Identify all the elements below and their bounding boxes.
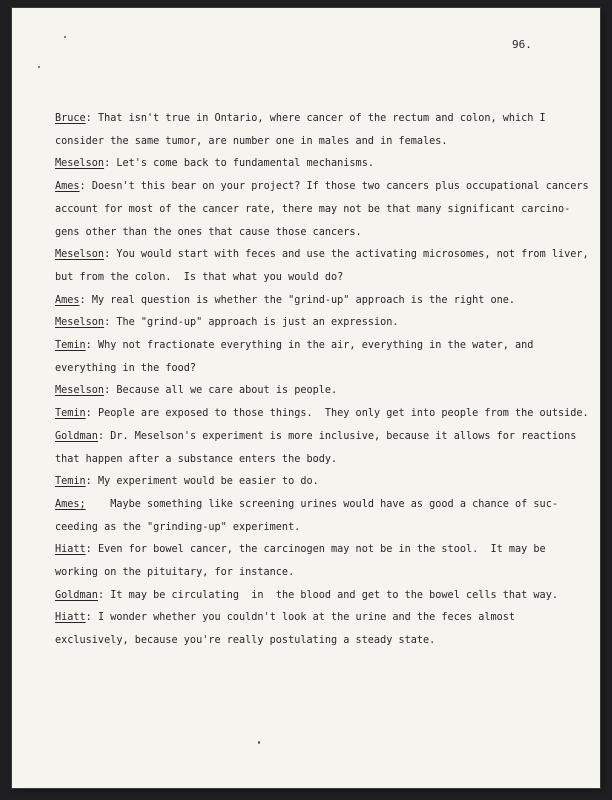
speaker-name: Ames xyxy=(55,294,80,306)
speaker-separator: : xyxy=(85,544,98,556)
transcript-line xyxy=(55,471,565,494)
transcript-line xyxy=(55,426,577,449)
line-text: Because all we care about is people. xyxy=(116,385,338,397)
line-text: Doesn't this bear on your project? If those two cancers plus occupational cancers xyxy=(91,181,589,193)
speaker-name: Ames; xyxy=(55,498,86,510)
transcript-entry xyxy=(55,585,565,608)
line-text: That isn't true in Ontario, where cancer of the rectum and colon, which I xyxy=(97,113,546,124)
line-text: Even for bowel cancer, the carcinogen may not be in the stool. It may be xyxy=(97,544,546,556)
transcript-entry xyxy=(55,290,565,313)
speaker-separator: : xyxy=(104,249,117,261)
transcript-line xyxy=(55,335,565,358)
speaker-name: Temin xyxy=(55,340,86,352)
speaker-name: Meselson xyxy=(55,249,105,261)
transcript-line xyxy=(55,449,565,472)
transcript-entry xyxy=(55,426,577,471)
transcript-line xyxy=(55,539,565,562)
transcript-line xyxy=(55,290,565,313)
line-text: I wonder whether you couldn't look at the urine and the feces almost xyxy=(97,612,516,624)
speaker-name: Hiatt xyxy=(55,612,86,624)
transcript-line xyxy=(55,199,571,222)
speaker-separator: : xyxy=(85,340,98,352)
transcript-entry xyxy=(55,312,565,335)
speaker-separator: : xyxy=(97,430,111,442)
transcript-line xyxy=(55,380,565,403)
line-text: that happen after a substance enters the body. xyxy=(55,453,338,465)
transcript-line xyxy=(55,153,565,176)
dust-speck xyxy=(64,36,66,38)
dust-speck xyxy=(38,66,40,68)
transcript-line xyxy=(55,403,589,426)
speaker-name: Meselson xyxy=(55,317,105,329)
transcript-line xyxy=(55,244,589,267)
line-text: You would start with feces and use the activating microsomes, not from liver, xyxy=(116,249,589,261)
speaker-separator: : xyxy=(85,408,98,420)
transcript-line xyxy=(55,131,565,154)
speaker-name: Meselson xyxy=(55,385,105,397)
speaker-separator: : xyxy=(104,317,117,329)
transcript-line xyxy=(55,267,565,290)
speaker-separator: : xyxy=(79,294,92,306)
line-text: Let's come back to fundamental mechanisms. xyxy=(116,158,374,170)
dust-speck xyxy=(258,741,260,744)
line-text: everything in the food? xyxy=(55,362,197,374)
transcript-line xyxy=(55,585,565,608)
speaker-separator: : xyxy=(85,476,98,488)
transcript-entry xyxy=(55,539,565,584)
transcript-entry xyxy=(55,471,565,494)
line-text: The "grind-up" approach is just an expression. xyxy=(116,317,399,329)
line-text: Maybe something like screening urines would have as good a chance of suc- xyxy=(110,498,558,510)
speaker-name: Goldman xyxy=(55,430,98,442)
transcript-line xyxy=(55,222,565,245)
line-text: consider the same tumor, are number one in males and in females. xyxy=(55,135,448,147)
line-text: but from the colon. Is that what you would do? xyxy=(55,271,344,283)
transcript-entry xyxy=(55,244,589,289)
line-text: People are exposed to those things. They only get into people from the outside. xyxy=(97,408,589,420)
speaker-name: Meselson xyxy=(55,158,105,170)
page-number: 96. xyxy=(512,38,532,51)
transcript-entry xyxy=(55,153,565,176)
transcript-line xyxy=(55,607,565,630)
speaker-name: Goldman xyxy=(55,589,98,601)
line-text: working on the pituitary, for instance. xyxy=(55,567,295,579)
line-text: gens other than the ones that cause those cancers. xyxy=(55,226,362,238)
transcript-entry xyxy=(55,607,565,652)
transcript-line xyxy=(55,494,565,517)
line-text: ceeding as the "grinding-up" experiment. xyxy=(55,521,301,533)
line-text: My real question is whether the "grind-up" approach is the right one. xyxy=(91,294,516,306)
speaker-separator: : xyxy=(104,158,117,170)
speaker-separator: : xyxy=(79,181,92,193)
transcript-line xyxy=(55,562,565,585)
transcript-line xyxy=(55,517,565,540)
speaker-separator: : xyxy=(104,385,117,397)
speaker-separator: : xyxy=(85,612,98,624)
transcript-entry xyxy=(55,176,589,244)
transcript-entry xyxy=(55,403,589,426)
speaker-name: Hiatt xyxy=(55,544,86,556)
transcript-line xyxy=(55,312,565,335)
transcript-entry xyxy=(55,108,565,153)
line-text: Why not fractionate everything in the air, everything in the water, and xyxy=(97,340,534,352)
transcript xyxy=(55,108,589,653)
line-text: account for most of the cancer rate, there may not be that many significant carcino- xyxy=(55,203,571,215)
speaker-separator: : xyxy=(97,589,111,601)
transcript-line xyxy=(55,358,565,381)
speaker-name: Temin xyxy=(55,476,86,488)
line-text: My experiment would be easier to do. xyxy=(97,476,319,488)
speaker-separator: : xyxy=(85,113,98,124)
speaker-name: Ames xyxy=(55,181,80,193)
speaker-name: Temin xyxy=(55,408,86,420)
line-text: Dr. Meselson's experiment is more inclusive, because it allows for reactions xyxy=(110,430,577,442)
document-page xyxy=(12,8,600,788)
transcript-line xyxy=(55,630,565,653)
line-text: It may be circulating in the blood and get to the bowel cells that way. xyxy=(110,589,558,601)
transcript-line xyxy=(55,108,565,131)
speaker-name: Bruce xyxy=(55,113,86,124)
speaker-separator xyxy=(86,499,111,510)
transcript-entry xyxy=(55,494,565,539)
transcript-entry xyxy=(55,335,565,380)
line-text: exclusively, because you're really postulating a steady state. xyxy=(55,635,436,647)
transcript-line xyxy=(55,176,589,199)
transcript-entry xyxy=(55,380,565,403)
